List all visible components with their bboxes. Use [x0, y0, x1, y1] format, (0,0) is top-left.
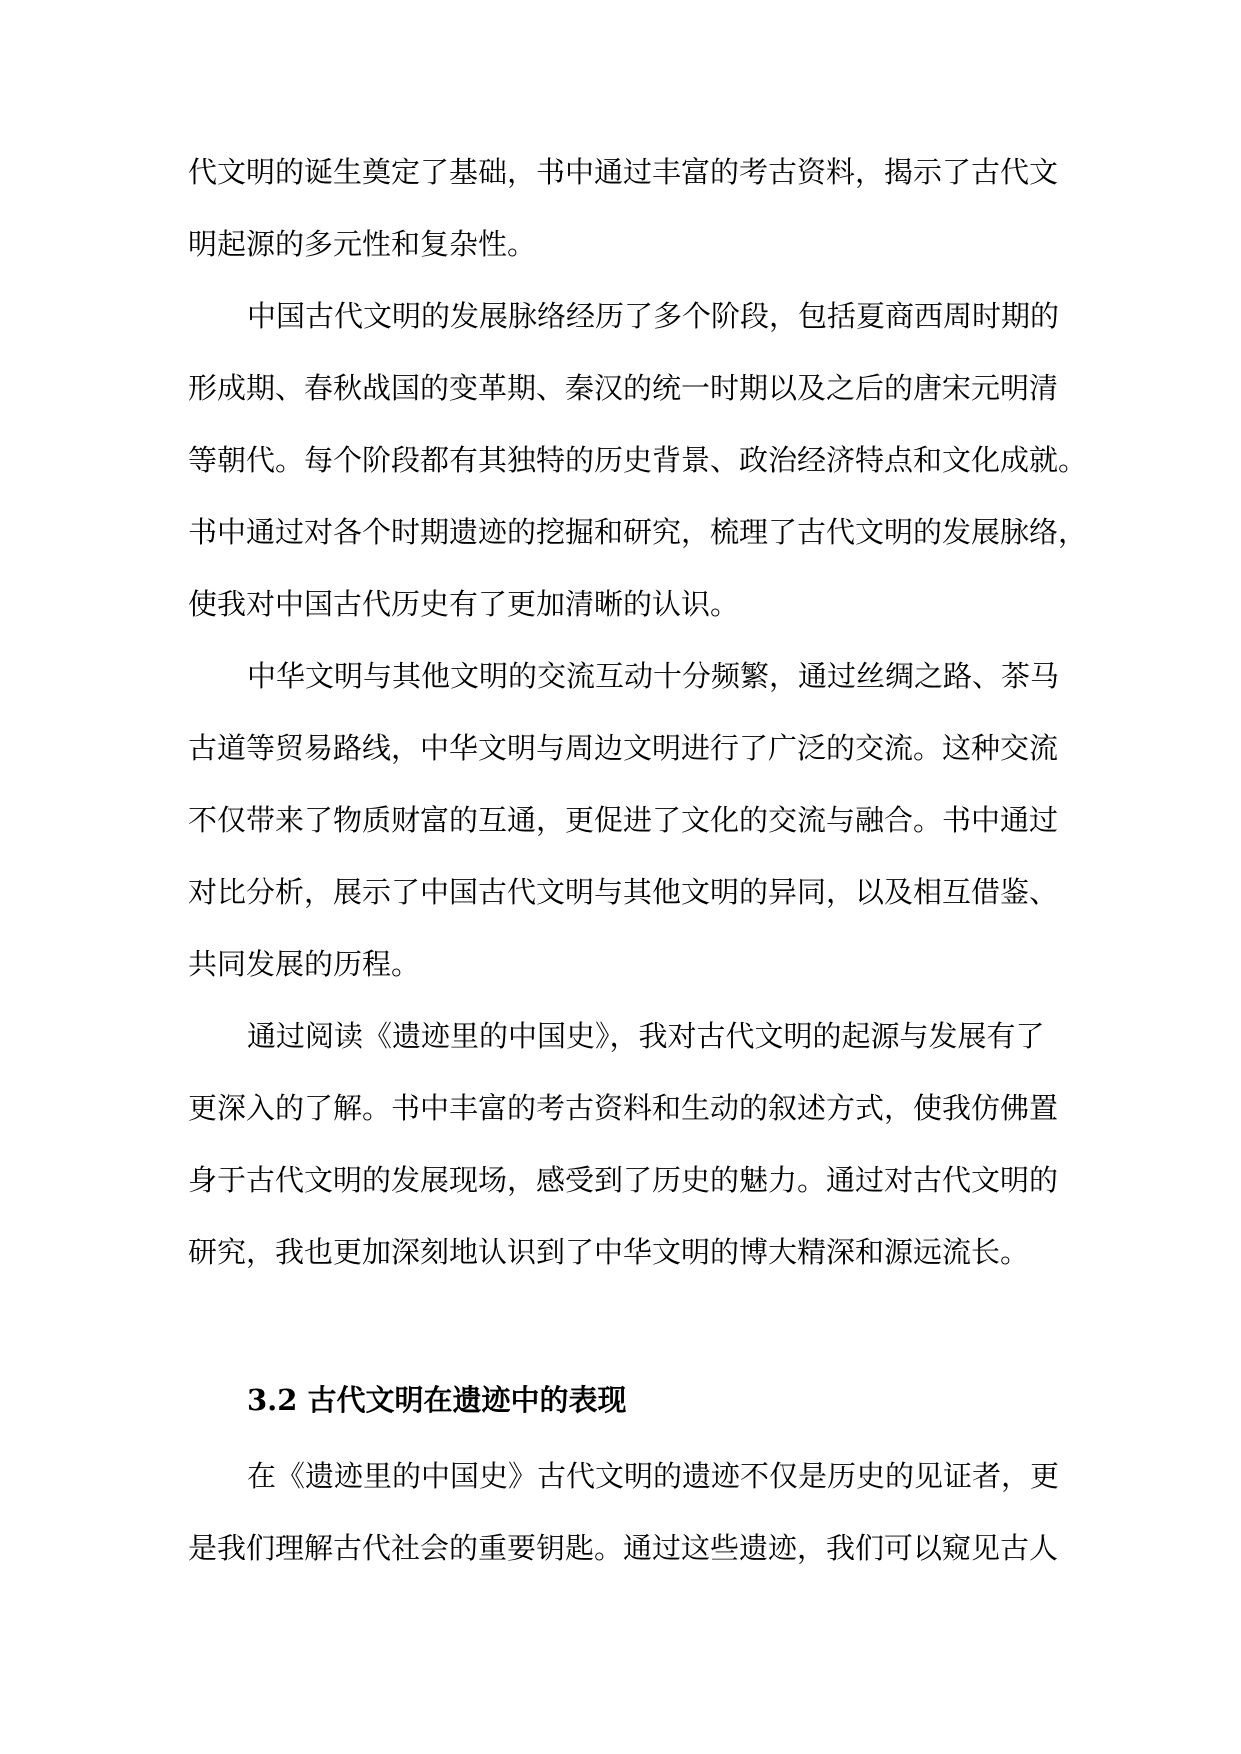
paragraph-line: 共同发展的历程。	[188, 947, 421, 981]
paragraph-line: 身于古代文明的发展现场，感受到了历史的魅力。通过对古代文明的	[188, 1163, 1059, 1197]
paragraph-line: 书中通过对各个时期遗迹的挖掘和研究，梳理了古代文明的发展脉络，	[188, 515, 1088, 549]
paragraph-line: 代文明的诞生奠定了基础，书中通过丰富的考古资料，揭示了古代文	[188, 155, 1059, 189]
paragraph-line: 是我们理解古代社会的重要钥匙。通过这些遗迹，我们可以窥见古人	[188, 1531, 1059, 1565]
section-heading: 3.2 古代文明在遗迹中的表现	[247, 1383, 627, 1417]
paragraph-line: 明起源的多元性和复杂性。	[188, 227, 537, 261]
paragraph-line: 形成期、春秋战国的变革期、秦汉的统一时期以及之后的唐宋元明清	[188, 371, 1059, 405]
paragraph-line: 等朝代。每个阶段都有其独特的历史背景、政治经济特点和文化成就。	[188, 443, 1088, 477]
paragraph-line: 对比分析，展示了中国古代文明与其他文明的异同，以及相互借鉴、	[188, 875, 1059, 909]
paragraph-line: 中华文明与其他文明的交流互动十分频繁，通过丝绸之路、茶马	[247, 659, 1060, 693]
paragraph-line: 通过阅读《遗迹里的中国史》，我对古代文明的起源与发展有了	[247, 1019, 1045, 1053]
paragraph-line: 中国古代文明的发展脉络经历了多个阶段，包括夏商西周时期的	[247, 299, 1060, 333]
paragraph-line: 更深入的了解。书中丰富的考古资料和生动的叙述方式，使我仿佛置	[188, 1091, 1059, 1125]
paragraph-line: 研究，我也更加深刻地认识到了中华文明的博大精深和源远流长。	[188, 1235, 1030, 1269]
paragraph-line: 古道等贸易路线，中华文明与周边文明进行了广泛的交流。这种交流	[188, 731, 1059, 765]
paragraph-line: 使我对中国古代历史有了更加清晰的认识。	[188, 587, 740, 621]
paragraph-line: 在《遗迹里的中国史》古代文明的遗迹不仅是历史的见证者，更	[247, 1459, 1060, 1493]
paragraph-line: 不仅带来了物质财富的互通，更促进了文化的交流与融合。书中通过	[188, 803, 1059, 837]
